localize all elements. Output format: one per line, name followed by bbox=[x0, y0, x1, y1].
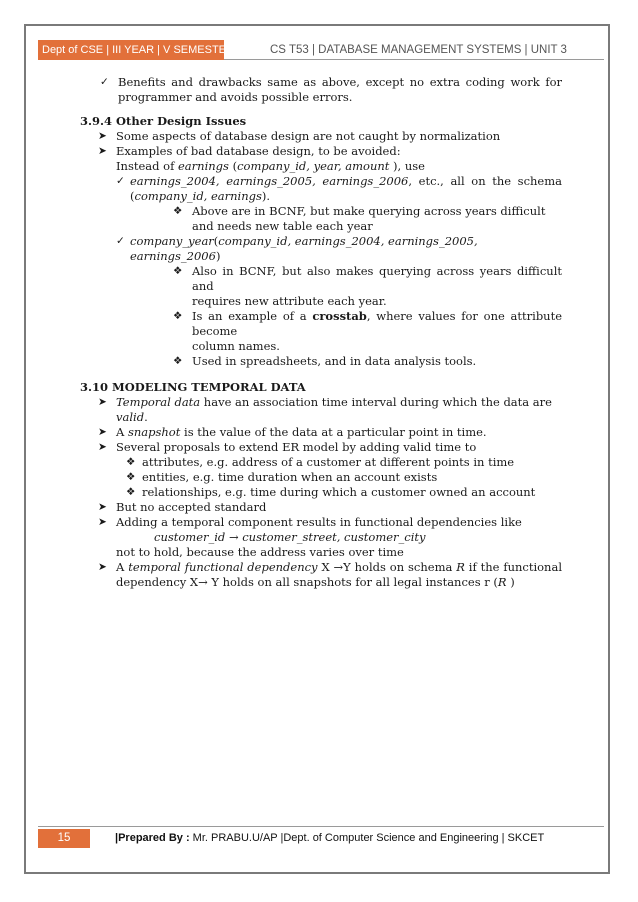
list-item: ➤ Several proposals to extend ER model by adding valid time to bbox=[98, 440, 477, 454]
arrowhead-bullet-icon: ➤ bbox=[98, 516, 107, 528]
section-heading-310: 3.10 MODELING TEMPORAL DATA bbox=[80, 380, 306, 394]
page-number: 15 bbox=[38, 829, 90, 848]
list-item-continuation: not to hold, because the address varies over time bbox=[116, 545, 404, 559]
list-item: ❖ Used in spreadsheets, and in data analysis tools. bbox=[173, 354, 477, 368]
list-item: ➤ Examples of bad database design, to be avoided: bbox=[98, 144, 401, 158]
four-diamond-bullet-icon: ❖ bbox=[126, 486, 136, 498]
document-body bbox=[80, 75, 562, 590]
list-item: ❖ Above are in BCNF, but make querying across years difficult bbox=[173, 204, 546, 218]
header-department: Dept of CSE | III YEAR | V SEMESTER bbox=[38, 40, 224, 60]
arrowhead-bullet-icon: ➤ bbox=[98, 426, 107, 438]
arrowhead-bullet-icon: ➤ bbox=[98, 130, 107, 142]
list-item-continuation: dependency X→ Y holds on all snapshots for all legal instances r (R ) bbox=[116, 575, 515, 589]
header-course-title: CS T53 | DATABASE MANAGEMENT SYSTEMS | UNIT 3 bbox=[270, 44, 567, 56]
list-item: ✓ company_year(company_id, earnings_2004, earnings_2005, earnings_2006) bbox=[116, 234, 478, 263]
arrowhead-bullet-icon: ➤ bbox=[98, 441, 107, 453]
benefits-line-1: ✓ Benefits and drawbacks same as above, except no extra coding work for bbox=[100, 75, 562, 89]
four-diamond-bullet-icon: ❖ bbox=[173, 310, 183, 322]
list-item: ❖ entities, e.g. time duration when an account exists bbox=[126, 470, 438, 484]
list-item: ➤ Adding a temporal component results in functional dependencies like bbox=[98, 515, 522, 529]
benefits-line-2: programmer and avoids possible errors. bbox=[118, 90, 353, 104]
functional-dependency-example: customer_id → customer_street, customer_city bbox=[154, 530, 426, 544]
list-item: ❖ Is an example of a crosstab, where values for one attribute become bbox=[173, 309, 563, 338]
footer-rule bbox=[38, 826, 604, 827]
arrowhead-bullet-icon: ➤ bbox=[98, 145, 107, 157]
four-diamond-bullet-icon: ❖ bbox=[173, 355, 183, 367]
header-rule bbox=[224, 59, 604, 60]
list-item-continuation: (company_id, earnings). bbox=[130, 189, 271, 203]
list-item: ➤ A temporal functional dependency X →Y holds on schema R if the functional bbox=[98, 560, 562, 574]
four-diamond-bullet-icon: ❖ bbox=[173, 205, 183, 217]
page-header bbox=[38, 40, 604, 62]
list-item-continuation: column names. bbox=[192, 339, 280, 353]
section-heading-394: 3.9.4 Other Design Issues bbox=[80, 114, 247, 128]
instead-line: Instead of earnings (company_id, year, amount ), use bbox=[116, 159, 425, 173]
list-item: ❖ relationships, e.g. time during which a customer owned an account bbox=[126, 485, 536, 499]
list-item: ❖ attributes, e.g. address of a customer at different points in time bbox=[126, 455, 515, 469]
checkmark-icon: ✓ bbox=[116, 235, 125, 247]
arrowhead-bullet-icon: ➤ bbox=[98, 501, 107, 513]
list-item-continuation: requires new attribute each year. bbox=[192, 294, 387, 308]
list-item: ➤ Some aspects of database design are not caught by normalization bbox=[98, 129, 501, 143]
page-footer bbox=[38, 826, 604, 848]
four-diamond-bullet-icon: ❖ bbox=[126, 471, 136, 483]
footer-prepared-by: |Prepared By : Mr. PRABU.U/AP |Dept. of Computer Science and Engineering | SKCET bbox=[115, 832, 545, 844]
list-item: ✓ earnings_2004, earnings_2005, earnings_2006, etc., all on the schema bbox=[116, 174, 562, 188]
list-item: ❖ Also in BCNF, but also makes querying across years difficult and bbox=[173, 264, 562, 293]
arrowhead-bullet-icon: ➤ bbox=[98, 396, 107, 408]
checkmark-icon: ✓ bbox=[100, 76, 109, 88]
arrowhead-bullet-icon: ➤ bbox=[98, 561, 107, 573]
list-item: ➤ But no accepted standard bbox=[98, 500, 267, 514]
four-diamond-bullet-icon: ❖ bbox=[173, 265, 183, 277]
list-item-continuation: and needs new table each year bbox=[192, 219, 373, 233]
four-diamond-bullet-icon: ❖ bbox=[126, 456, 136, 468]
list-item: ➤ A snapshot is the value of the data at a particular point in time. bbox=[98, 425, 487, 439]
checkmark-icon: ✓ bbox=[116, 175, 125, 187]
list-item: ➤ Temporal data have an association time interval during which the data are valid. bbox=[98, 395, 552, 424]
